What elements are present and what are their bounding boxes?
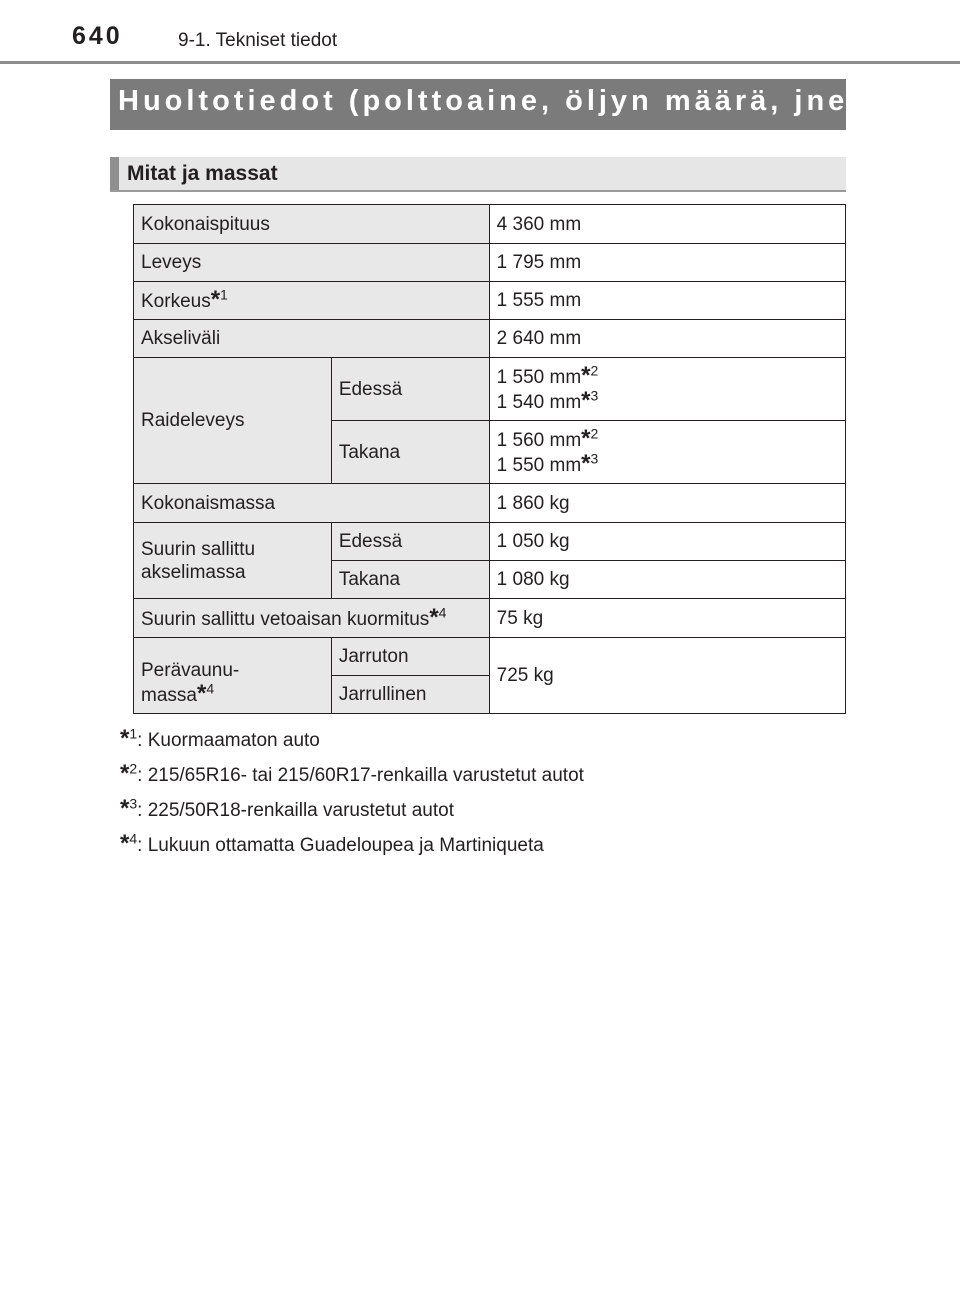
page-title: Huoltotiedot (polttoaine, öljyn määrä, jne.) <box>118 85 875 117</box>
subsection-header <box>110 157 846 192</box>
label-cell: Raideleveys <box>134 358 332 484</box>
label-cell: Kokonaismassa <box>134 484 490 523</box>
header-rule <box>0 61 960 64</box>
value-cell: 1 080 kg <box>489 561 845 599</box>
value-cell: 1 050 kg <box>489 523 845 561</box>
value-cell: 1 560 mm*$^2$ 1 550 mm*$^3$ <box>489 421 845 484</box>
label-cell: Perävaunu- massa*$^4$ <box>134 638 332 714</box>
table-row <box>134 484 846 523</box>
label-cell: Leveys <box>134 244 490 282</box>
value-cell: 75 kg <box>489 599 845 638</box>
sublabel-cell: Jarruton <box>331 638 489 676</box>
sublabel-cell: Edessä <box>331 358 489 421</box>
subsection-bar <box>110 157 119 190</box>
page-number: 640 <box>72 22 123 50</box>
value-cell: 1 555 mm <box>489 282 845 320</box>
footnote: *$^4$: Lukuun ottamatta Guadeloupea ja Martiniqueta <box>120 830 544 857</box>
subsection-title: Mitat ja massat <box>127 162 278 185</box>
label-cell: Suurin sallittu vetoaisan kuormitus*$^4$ <box>134 599 490 638</box>
sublabel-cell: Takana <box>331 561 489 599</box>
dimensions-table <box>133 204 846 714</box>
footnote: *$^1$: Kuormaamaton auto <box>120 725 320 752</box>
table-row <box>134 599 846 638</box>
table-row <box>134 205 846 244</box>
sublabel-cell: Jarrullinen <box>331 676 489 714</box>
label-cell: Akseliväli <box>134 320 490 358</box>
table-row <box>134 523 846 561</box>
table-row <box>134 282 846 320</box>
value-cell: 1 860 kg <box>489 484 845 523</box>
label-cell: Korkeus*$^1$ <box>134 282 490 320</box>
table-row <box>134 244 846 282</box>
value-cell: 2 640 mm <box>489 320 845 358</box>
label-cell: Kokonaispituus <box>134 205 490 244</box>
page-title-banner <box>110 79 875 130</box>
section-reference: 9-1. Tekniset tiedot <box>178 30 338 51</box>
label-cell: Suurin sallittu akselimassa <box>134 523 332 599</box>
table-row <box>134 320 846 358</box>
value-cell: 1 795 mm <box>489 244 845 282</box>
sublabel-cell: Takana <box>331 421 489 484</box>
value-cell: 4 360 mm <box>489 205 845 244</box>
value-cell: 1 550 mm*$^2$ 1 540 mm*$^3$ <box>489 358 845 421</box>
footnote: *$^3$: 225/50R18-renkailla varustetut autot <box>120 795 454 822</box>
sublabel-cell: Edessä <box>331 523 489 561</box>
table-row <box>134 358 846 421</box>
footnote: *$^2$: 215/65R16- tai 215/60R17-renkailla varustetut autot <box>120 760 584 787</box>
table-row <box>134 638 846 676</box>
value-cell: 725 kg <box>489 638 845 714</box>
